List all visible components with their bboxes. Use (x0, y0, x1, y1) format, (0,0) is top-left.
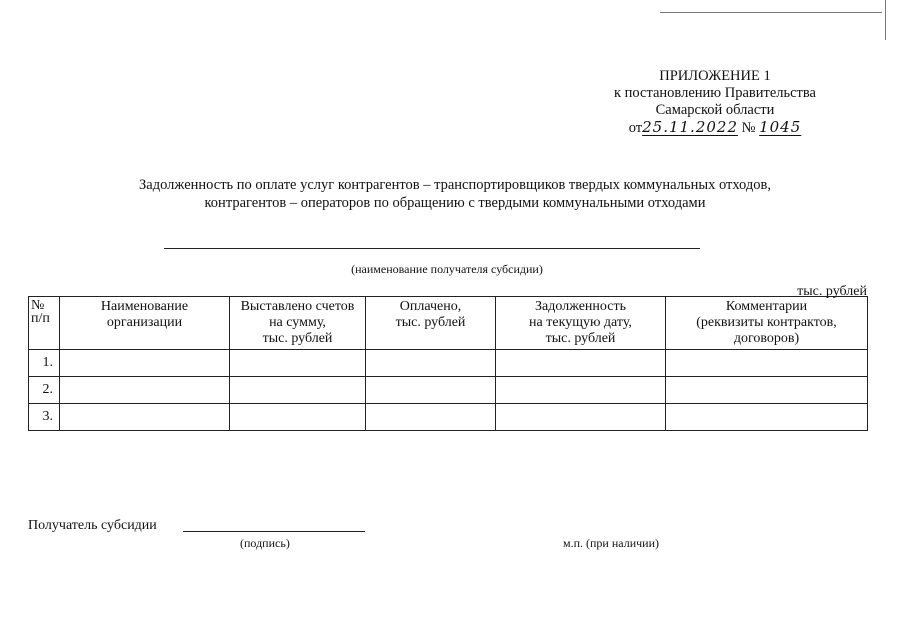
header-cell (60, 297, 230, 350)
table-cell[interactable] (60, 404, 230, 431)
signature-line[interactable] (183, 531, 365, 532)
appendix-line-1: к постановлению Правительства (614, 85, 816, 101)
table-cell[interactable] (366, 377, 496, 404)
signature-label: Получатель субсидии (28, 518, 157, 533)
header-debt: Задолженность на текущую дату, тыс. рублей (529, 299, 632, 346)
table-cell[interactable] (496, 404, 666, 431)
header-cell (496, 297, 666, 350)
appendix-date-line (560, 119, 870, 137)
table-row (29, 404, 868, 431)
table-row (29, 377, 868, 404)
stamp-caption: м.п. (при наличии) (563, 536, 659, 550)
units-label: тыс. рублей (797, 284, 867, 299)
table-cell[interactable] (230, 404, 366, 431)
table-cell[interactable] (60, 377, 230, 404)
row-number: 1. (29, 350, 60, 377)
scan-border-top (660, 12, 882, 13)
header-cell (230, 297, 366, 350)
header-paid: Оплачено, тыс. рублей (395, 299, 466, 330)
handwritten-date: 25.11.2022 (642, 118, 738, 136)
table-cell[interactable] (666, 350, 868, 377)
table-cell[interactable] (230, 350, 366, 377)
header-cell (29, 297, 60, 350)
table-cell[interactable] (666, 377, 868, 404)
debt-table (28, 296, 868, 431)
header-comments: Комментарии (реквизиты контрактов, договоров) (696, 299, 837, 346)
table-cell[interactable] (496, 377, 666, 404)
row-number: 2. (29, 377, 60, 404)
table-header-row (29, 297, 868, 350)
signature-caption: (подпись) (240, 536, 290, 550)
table-cell[interactable] (666, 404, 868, 431)
table-cell[interactable] (366, 350, 496, 377)
number-prefix: № (741, 120, 756, 136)
header-cell (366, 297, 496, 350)
header-organization: Наименование организации (100, 299, 189, 330)
table-cell[interactable] (60, 350, 230, 377)
appendix-block (560, 68, 870, 137)
table-cell[interactable] (366, 404, 496, 431)
header-number: № п/п (31, 298, 50, 326)
title-line-2: контрагентов – операторов по обращению с твердыми коммунальными отходами (204, 195, 706, 211)
table-cell[interactable] (230, 377, 366, 404)
header-cell (666, 297, 868, 350)
row-number: 3. (29, 404, 60, 431)
recipient-caption: (наименование получателя субсидии) (351, 262, 543, 276)
date-prefix: от (628, 120, 643, 136)
recipient-name-line (164, 248, 700, 249)
handwritten-number: 1045 (759, 118, 802, 136)
table-row (29, 350, 868, 377)
appendix-heading: ПРИЛОЖЕНИЕ 1 (659, 68, 771, 84)
title-line-1: Задолженность по оплате услуг контрагентов – транспортировщиков твердых коммунальных отходов, (139, 177, 771, 193)
table-cell[interactable] (496, 350, 666, 377)
appendix-line-2: Самарской области (655, 102, 775, 118)
document-title (60, 176, 850, 212)
scan-border-right (885, 0, 886, 40)
header-invoiced: Выставлено счетов на сумму, тыс. рублей (240, 299, 355, 346)
